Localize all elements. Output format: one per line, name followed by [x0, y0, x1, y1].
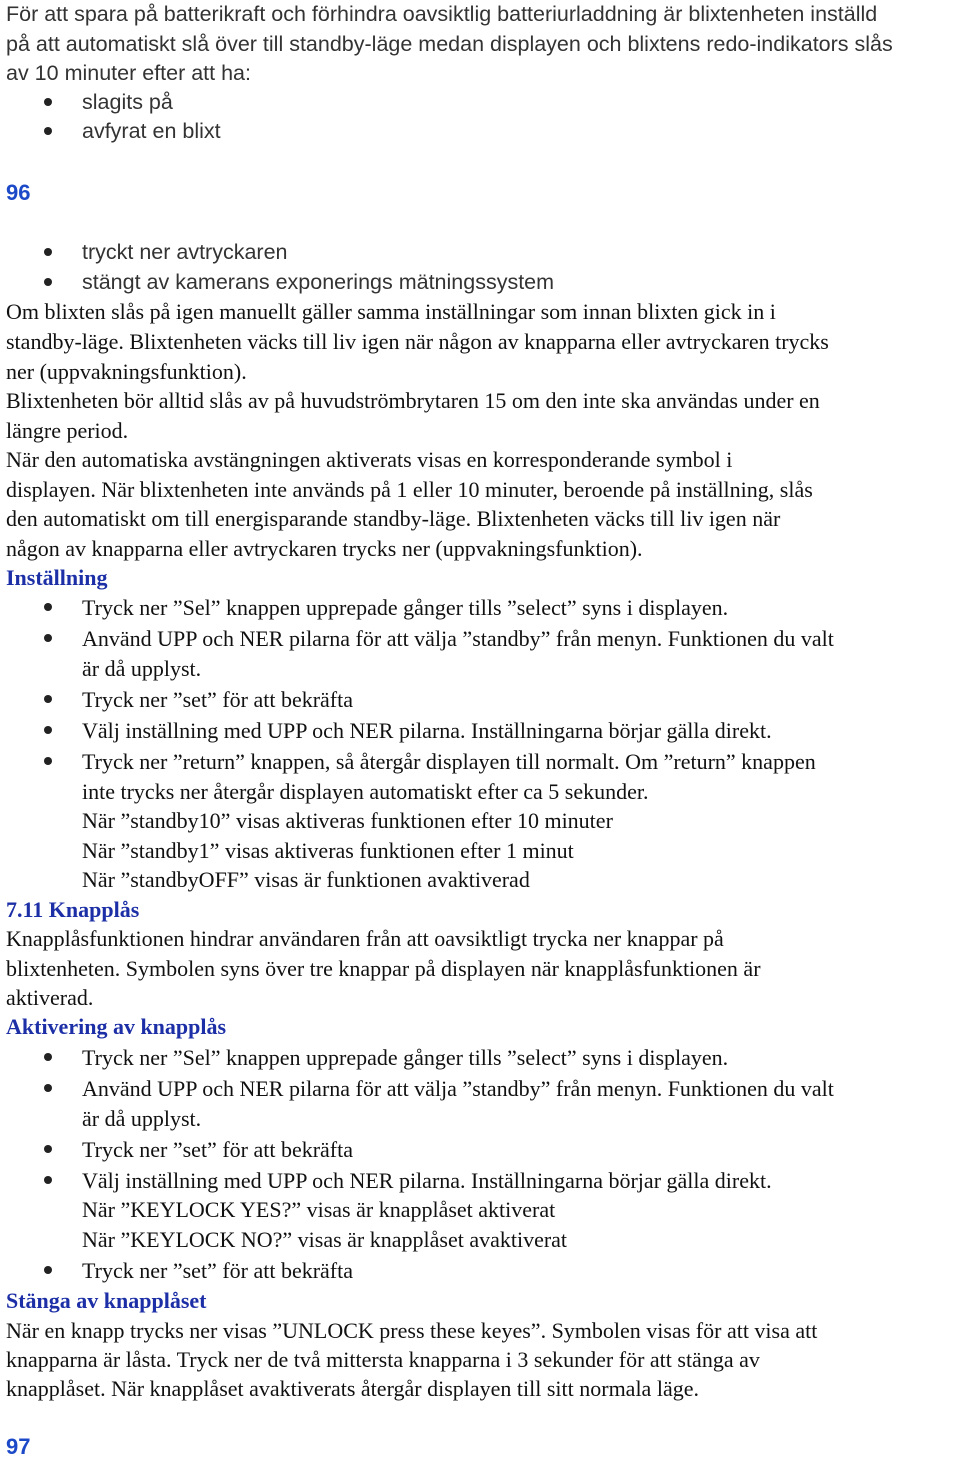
- list-item-cont: När ”KEYLOCK YES?” visas är knapplåset aktiverat: [82, 1197, 556, 1222]
- bullet-dot: [44, 757, 52, 765]
- list-item: Välj inställning med UPP och NER pilarna. Inställningarna börjar gälla direkt.: [82, 1168, 772, 1193]
- list-item: stängt av kamerans exponerings mätningssystem: [82, 270, 555, 294]
- bullet-dot: [44, 1053, 52, 1061]
- list-item: Tryck ner ”set” för att bekräfta: [82, 1137, 354, 1162]
- bullet-dot: [44, 603, 52, 611]
- list-item: slagits på: [82, 90, 173, 114]
- paragraph-line: aktiverad.: [6, 985, 94, 1010]
- bullet-dot: [44, 695, 52, 703]
- bullet-dot: [44, 248, 52, 256]
- list-item-cont: När ”standby1” visas aktiveras funktionen efter 1 minut: [82, 838, 574, 863]
- list-item: Tryck ner ”set” för att bekräfta: [82, 1258, 354, 1283]
- paragraph-line: blixtenheten. Symbolen syns över tre knappar på displayen när knapplåsfunktionen är: [6, 956, 761, 981]
- page-number: 96: [6, 180, 31, 205]
- bullet-dot: [44, 726, 52, 734]
- paragraph-line: När den automatiska avstängningen aktiverats visas en korresponderande symbol i: [6, 447, 733, 472]
- list-item-cont: inte trycks ner återgår displayen automatiskt efter ca 5 sekunder.: [82, 779, 649, 804]
- bullet-dot: [44, 1266, 52, 1274]
- list-item: Tryck ner ”Sel” knappen upprepade gånger tills ”select” syns i displayen.: [82, 595, 729, 620]
- section-heading-aktivering: Aktivering av knapplås: [6, 1014, 227, 1039]
- intro-line: av 10 minuter efter att ha:: [6, 61, 251, 85]
- bullet-dot: [44, 1084, 52, 1092]
- list-item: avfyrat en blixt: [82, 119, 221, 143]
- list-item: Tryck ner ”return” knappen, så återgår displayen till normalt. Om ”return” knappen: [82, 749, 816, 774]
- paragraph-line: knapplåset. När knapplåset avaktiverats återgår displayen till sitt normala läge.: [6, 1376, 699, 1401]
- bullet-dot: [44, 1145, 52, 1153]
- bullet-dot: [44, 634, 52, 642]
- list-item-cont: är då upplyst.: [82, 656, 202, 681]
- paragraph-line: någon av knapparna eller avtryckaren trycks ner (uppvakningsfunktion).: [6, 536, 643, 561]
- paragraph-line: längre period.: [6, 418, 129, 443]
- list-item: tryckt ner avtryckaren: [82, 240, 288, 264]
- bullet-dot: [44, 127, 52, 135]
- paragraph-line: När en knapp trycks ner visas ”UNLOCK press these keyes”. Symbolen visas för att visa att: [6, 1318, 818, 1343]
- list-item: Använd UPP och NER pilarna för att välja ”standby” från menyn. Funktionen du valt: [82, 626, 834, 651]
- list-item-cont: När ”KEYLOCK NO?” visas är knapplåset avaktiverat: [82, 1227, 568, 1252]
- paragraph-line: Om blixten slås på igen manuellt gäller samma inställningar som innan blixten gick in i: [6, 299, 776, 324]
- section-heading-installning: Inställning: [6, 565, 108, 590]
- paragraph-line: den automatiskt om till energisparande standby-läge. Blixtenheten väcks till liv igen när: [6, 506, 781, 531]
- section-heading-knapplas: 7.11 Knapplås: [6, 897, 140, 922]
- paragraph-line: Blixtenheten bör alltid slås av på huvudströmbrytaren 15 om den inte ska användas under en: [6, 388, 820, 413]
- paragraph-line: Knapplåsfunktionen hindrar användaren från att oavsiktligt trycka ner knappar på: [6, 926, 724, 951]
- bullet-dot: [44, 98, 52, 106]
- list-item: Tryck ner ”Sel” knappen upprepade gånger tills ”select” syns i displayen.: [82, 1045, 729, 1070]
- list-item-cont: När ”standbyOFF” visas är funktionen avaktiverad: [82, 867, 530, 892]
- section-heading-stanga: Stänga av knapplåset: [6, 1288, 207, 1313]
- list-item-cont: När ”standby10” visas aktiveras funktionen efter 10 minuter: [82, 808, 613, 833]
- intro-line: För att spara på batterikraft och förhindra oavsiktlig batteriurladdning är blixtenheten inställd: [6, 2, 878, 26]
- paragraph-line: standby-läge. Blixtenheten väcks till liv igen när någon av knapparna eller avtryckaren trycks: [6, 329, 829, 354]
- paragraph-line: knapparna är låsta. Tryck ner de två mittersta knapparna i 3 sekunder för att stänga av: [6, 1347, 760, 1372]
- paragraph-line: displayen. När blixtenheten inte används på 1 eller 10 minuter, beroende på inställning, slås: [6, 477, 813, 502]
- list-item: Välj inställning med UPP och NER pilarna. Inställningarna börjar gälla direkt.: [82, 718, 772, 743]
- list-item-cont: är då upplyst.: [82, 1106, 202, 1131]
- list-item: Använd UPP och NER pilarna för att välja ”standby” från menyn. Funktionen du valt: [82, 1076, 834, 1101]
- intro-line: på att automatiskt slå över till standby-läge medan displayen och blixtens redo-indikators slås: [6, 32, 893, 56]
- paragraph-line: ner (uppvakningsfunktion).: [6, 359, 247, 384]
- bullet-dot: [44, 278, 52, 286]
- list-item: Tryck ner ”set” för att bekräfta: [82, 687, 354, 712]
- page-number: 97: [6, 1434, 31, 1459]
- bullet-dot: [44, 1176, 52, 1184]
